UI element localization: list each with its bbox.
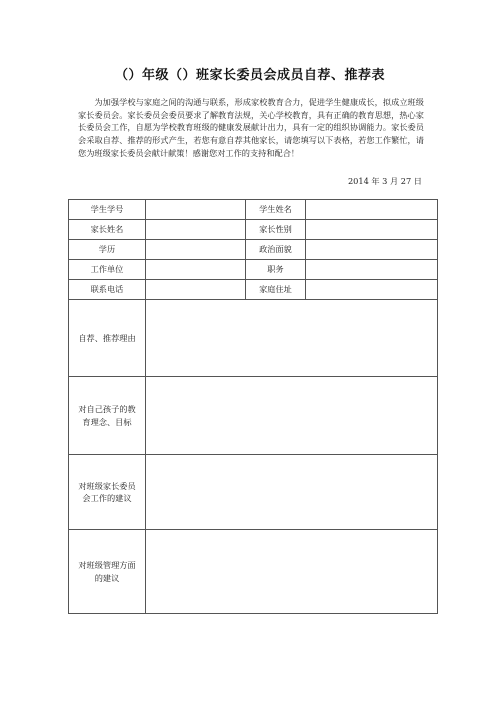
label-parent-name: 家长姓名 <box>69 220 146 240</box>
parent-gender-field[interactable] <box>306 220 438 240</box>
form-row-committee-suggestions <box>69 455 438 530</box>
application-form-table <box>68 199 438 614</box>
student-name-value <box>306 200 437 219</box>
label-class-management-suggestions: 对班级管理方面的建议 <box>69 530 146 614</box>
document-date: 2014 年 3 月 27 日 <box>347 176 422 186</box>
form-row-parent-name <box>69 220 438 240</box>
home-address-value <box>306 280 437 299</box>
phone-value <box>146 280 245 299</box>
label-workplace: 工作单位 <box>69 260 146 280</box>
committee-suggestions-field[interactable] <box>146 455 438 530</box>
label-education-philosophy: 对自己孩子的教育理念、目标 <box>69 377 146 455</box>
parent-gender-value <box>306 220 437 239</box>
political-status-field[interactable] <box>306 240 438 260</box>
student-id-field[interactable] <box>146 200 246 220</box>
form-row-student-id <box>69 200 438 220</box>
parent-name-value <box>146 220 245 239</box>
label-phone: 联系电话 <box>69 280 146 300</box>
home-address-field[interactable] <box>306 280 438 300</box>
form-row-phone <box>69 280 438 300</box>
label-political-status: 政治面貌 <box>246 240 306 260</box>
position-value <box>306 260 437 279</box>
phone-field[interactable] <box>146 280 246 300</box>
label-position: 职务 <box>246 260 306 280</box>
political-status-value <box>306 240 437 259</box>
workplace-field[interactable] <box>146 260 246 280</box>
intro-paragraph: 为加强学校与家庭之间的沟通与联系，形成家校教育合力，促进学生健康成长，拟成立班级家长委员会。家长委员会委员要求了解教育法规，关心学校教育，具有正确的教育思想，热心家长委员会工作，自愿为学校教育班级的健康发展献计出力，具有一定的组织协调能力。家长委员会采取自荐、推荐的形式产生，若您有意自荐其他家长，请您填写以下表格，若您工作繁忙，请您为班级家长委员会献计献策！感谢您对工作的支持和配合！ <box>78 97 424 158</box>
form-row-recommend-reason <box>69 300 438 377</box>
form-row-class-management-suggestions <box>69 530 438 614</box>
label-home-address: 家庭住址 <box>246 280 306 300</box>
education-value <box>146 240 245 259</box>
parent-name-field[interactable] <box>146 220 246 240</box>
label-student-id: 学生学号 <box>69 200 146 220</box>
form-row-education <box>69 240 438 260</box>
label-student-name: 学生姓名 <box>246 200 306 220</box>
position-field[interactable] <box>306 260 438 280</box>
class-management-suggestions-field[interactable] <box>146 530 438 614</box>
label-recommend-reason: 自荐、推荐理由 <box>69 300 146 377</box>
student-name-field[interactable] <box>306 200 438 220</box>
form-row-education-philosophy <box>69 377 438 455</box>
education-philosophy-field[interactable] <box>146 377 438 455</box>
form-row-workplace <box>69 260 438 280</box>
student-id-value <box>146 200 245 219</box>
page-title: （）年级（）班家长委员会成员自荐、推荐表 <box>114 68 385 83</box>
workplace-value <box>146 260 245 279</box>
label-committee-suggestions: 对班级家长委员会工作的建议 <box>69 455 146 530</box>
label-education: 学历 <box>69 240 146 260</box>
label-parent-gender: 家长性别 <box>246 220 306 240</box>
recommend-reason-field[interactable] <box>146 300 438 377</box>
education-field[interactable] <box>146 240 246 260</box>
